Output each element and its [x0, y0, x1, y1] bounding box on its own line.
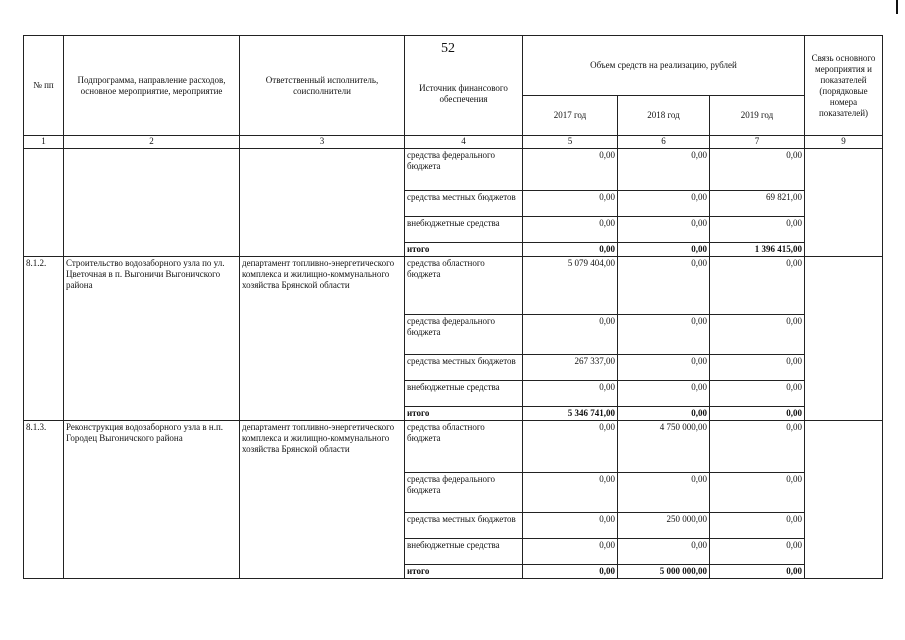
header-year-2018: 2018 год — [618, 96, 710, 136]
header-link: Связь основного мероприятия и показателей (порядковые номера показателей) — [805, 36, 883, 136]
source-cell: средства местных бюджетов — [405, 513, 523, 539]
value-2017: 5 079 404,00 — [523, 257, 618, 315]
source-cell: средства местных бюджетов — [405, 355, 523, 381]
value-2017: 267 337,00 — [523, 355, 618, 381]
value-2019: 0,00 — [710, 355, 805, 381]
num-cell: 8.1.3. — [24, 421, 64, 579]
edge-mark — [896, 0, 898, 14]
index-cell: 3 — [240, 136, 405, 149]
value-2018: 0,00 — [618, 315, 710, 355]
value-2019: 0,00 — [710, 381, 805, 407]
header-year-2019: 2019 год — [710, 96, 805, 136]
index-cell: 7 — [710, 136, 805, 149]
value-2019: 0,00 — [710, 149, 805, 191]
source-cell: внебюджетные средства — [405, 539, 523, 565]
source-cell: средства федерального бюджета — [405, 149, 523, 191]
value-2018: 0,00 — [618, 257, 710, 315]
program-cell: Строительство водозаборного узла по ул. Цветочная в п. Выгоничи Выгоничского района — [64, 257, 240, 421]
executor-cell: департамент топливно-энергетического комплекса и жилищно-коммунального хозяйства Брянской области — [240, 257, 405, 421]
value-2019: 0,00 — [710, 473, 805, 513]
index-cell: 9 — [805, 136, 883, 149]
source-cell: средства федерального бюджета — [405, 315, 523, 355]
index-cell: 6 — [618, 136, 710, 149]
program-cell: Реконструкция водозаборного узла в н.п. Городец Выгоничского района — [64, 421, 240, 579]
value-2018: 0,00 — [618, 381, 710, 407]
link-cell — [805, 257, 883, 421]
value-2018: 0,00 — [618, 217, 710, 243]
total-label: итого — [405, 565, 523, 579]
header-row — [24, 36, 883, 96]
link-cell — [805, 149, 883, 257]
total-2019: 0,00 — [710, 407, 805, 421]
value-2018: 0,00 — [618, 473, 710, 513]
value-2017: 0,00 — [523, 149, 618, 191]
value-2017: 0,00 — [523, 191, 618, 217]
executor-cell — [240, 149, 405, 257]
total-2018: 0,00 — [618, 243, 710, 257]
table-row — [24, 257, 883, 315]
header-year-2017: 2017 год — [523, 96, 618, 136]
num-cell — [24, 149, 64, 257]
value-2019: 0,00 — [710, 315, 805, 355]
table-row — [24, 421, 883, 473]
value-2017: 0,00 — [523, 217, 618, 243]
value-2019: 0,00 — [710, 421, 805, 473]
total-2018: 5 000 000,00 — [618, 565, 710, 579]
table-row — [24, 149, 883, 191]
header-program: Подпрограмма, направление расходов, основное мероприятие, мероприятие — [64, 36, 240, 136]
value-2018: 0,00 — [618, 539, 710, 565]
header-volume: Объем средств на реализацию, рублей — [523, 36, 805, 96]
value-2017: 0,00 — [523, 513, 618, 539]
total-2019: 0,00 — [710, 565, 805, 579]
value-2017: 0,00 — [523, 381, 618, 407]
header-num: № пп — [24, 36, 64, 136]
total-label: итого — [405, 407, 523, 421]
source-cell: средства федерального бюджета — [405, 473, 523, 513]
value-2018: 250 000,00 — [618, 513, 710, 539]
value-2019: 0,00 — [710, 513, 805, 539]
header-source: Источник финансового обеспечения — [405, 36, 523, 136]
source-cell: внебюджетные средства — [405, 217, 523, 243]
executor-cell: департамент топливно-энергетического комплекса и жилищно-коммунального хозяйства Брянской области — [240, 421, 405, 579]
source-cell: внебюджетные средства — [405, 381, 523, 407]
value-2017: 0,00 — [523, 539, 618, 565]
total-2017: 0,00 — [523, 565, 618, 579]
value-2017: 0,00 — [523, 315, 618, 355]
total-label: итого — [405, 243, 523, 257]
total-2019: 1 396 415,00 — [710, 243, 805, 257]
source-cell: средства местных бюджетов — [405, 191, 523, 217]
index-cell: 1 — [24, 136, 64, 149]
source-cell: средства областного бюджета — [405, 257, 523, 315]
index-cell: 4 — [405, 136, 523, 149]
program-cell — [64, 149, 240, 257]
value-2017: 0,00 — [523, 421, 618, 473]
value-2018: 0,00 — [618, 355, 710, 381]
total-2017: 0,00 — [523, 243, 618, 257]
value-2019: 0,00 — [710, 217, 805, 243]
value-2017: 0,00 — [523, 473, 618, 513]
index-row — [24, 136, 883, 149]
index-cell: 5 — [523, 136, 618, 149]
total-2017: 5 346 741,00 — [523, 407, 618, 421]
total-2018: 0,00 — [618, 407, 710, 421]
budget-table — [23, 35, 883, 579]
link-cell — [805, 421, 883, 579]
header-executor: Ответственный исполнитель, соисполнители — [240, 36, 405, 136]
value-2019: 0,00 — [710, 257, 805, 315]
value-2018: 0,00 — [618, 149, 710, 191]
value-2019: 69 821,00 — [710, 191, 805, 217]
value-2018: 0,00 — [618, 191, 710, 217]
page-number: 52 — [441, 41, 455, 56]
source-cell: средства областного бюджета — [405, 421, 523, 473]
value-2019: 0,00 — [710, 539, 805, 565]
index-cell: 2 — [64, 136, 240, 149]
num-cell: 8.1.2. — [24, 257, 64, 421]
value-2018: 4 750 000,00 — [618, 421, 710, 473]
